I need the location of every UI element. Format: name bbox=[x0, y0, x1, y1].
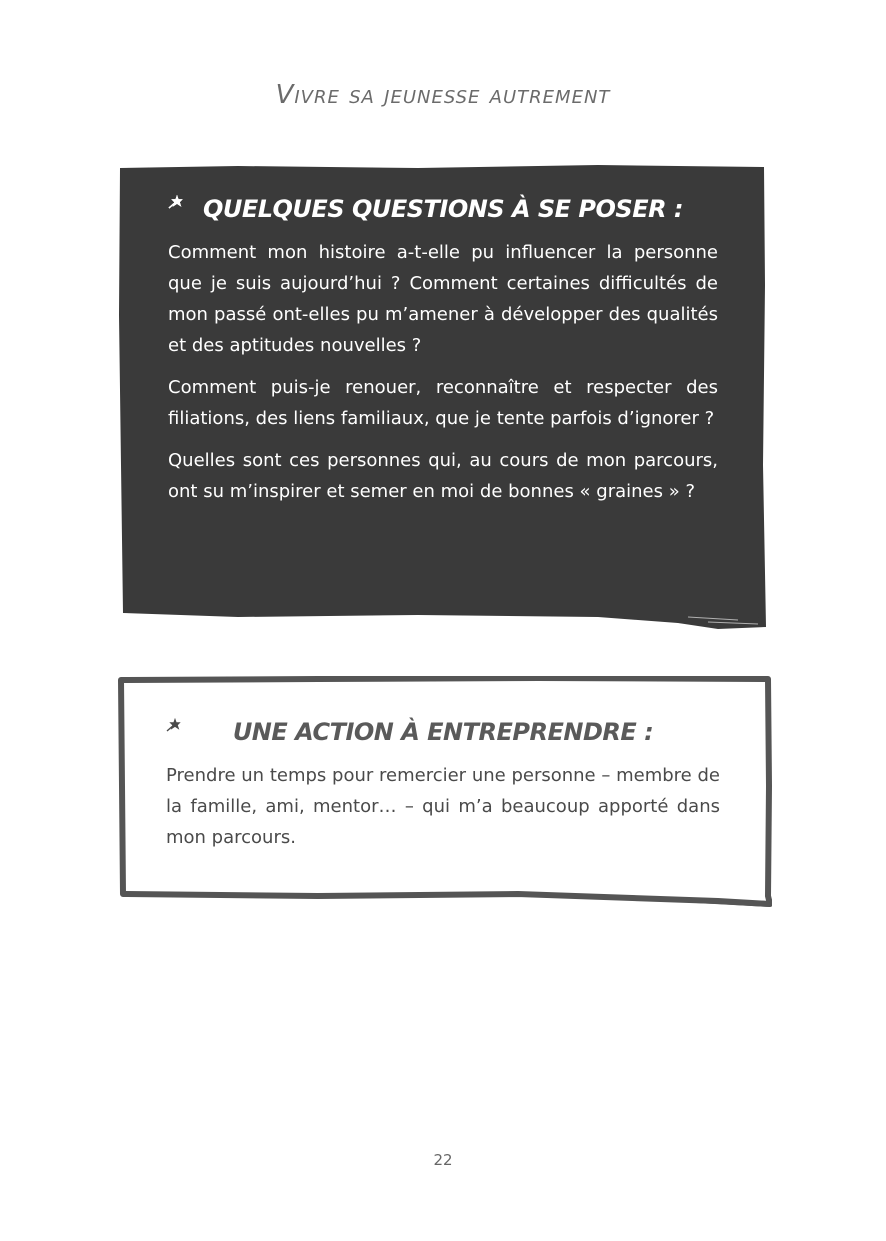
questions-box bbox=[118, 165, 766, 629]
action-title: UNE ACTION À ENTREPRENDRE : bbox=[232, 718, 654, 746]
page-number: 22 bbox=[433, 1151, 453, 1169]
action-box bbox=[118, 676, 772, 908]
running-header: Vivre sa jeunesse autrement bbox=[275, 80, 611, 110]
question-text: Comment puis-je renouer, reconnaître et respecter des filiations, des liens familiaux, que je tente parfois d’ignorer ? bbox=[168, 377, 718, 429]
question-item bbox=[168, 445, 718, 507]
question-text: Quelles sont ces personnes qui, au cours de mon parcours, ont su m’inspirer et semer en moi de bonnes « graines » ? bbox=[168, 450, 718, 502]
action-text: Prendre un temps pour remercier une personne – membre de la famille, ami, mentor… – qui m’a beaucoup apporté dans mon parcours. bbox=[166, 765, 720, 848]
questions-title: QUELQUES QUESTIONS À SE POSER : bbox=[202, 195, 684, 223]
question-item bbox=[168, 372, 718, 434]
arrow-star-icon bbox=[168, 195, 184, 209]
arrow-star-icon bbox=[166, 718, 182, 732]
question-item bbox=[168, 237, 718, 361]
action-item bbox=[166, 760, 720, 853]
question-text: Comment mon histoire a-t-elle pu influencer la personne que je suis aujourd’hui ? Comment certaines difficultés de mon passé ont-elles pu m’amener à développer des qualités et des aptitudes nouvelles ? bbox=[168, 242, 718, 356]
